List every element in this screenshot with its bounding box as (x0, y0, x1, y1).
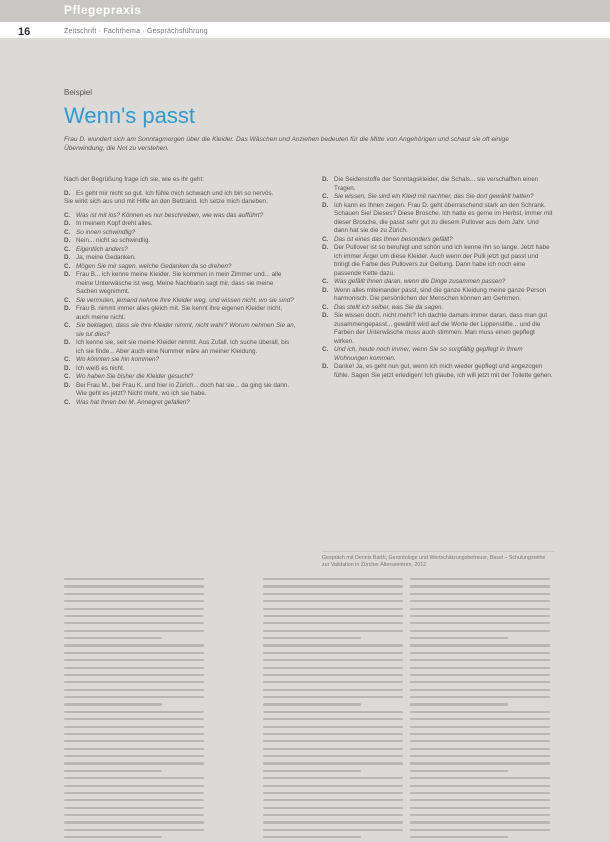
dialog-line (322, 176, 554, 193)
dialog-line (322, 287, 554, 304)
speaker-label: D. (64, 364, 71, 372)
body-text-line (263, 696, 403, 698)
body-text-line (263, 585, 403, 587)
body-text-line (410, 667, 550, 669)
header-subtitle: Zeitschrift · Fachthema · Gesprächsführung (64, 28, 208, 35)
body-text-column-2 (263, 578, 403, 842)
dialog-text: Es geht mir nicht so gut. Ich fühle mich schwach und ich bin so nervös. (76, 189, 274, 197)
body-text-line (410, 829, 550, 831)
speaker-label: C. (322, 346, 329, 353)
body-text-line (64, 785, 204, 787)
body-text-line (263, 622, 403, 624)
dialog-line (64, 339, 296, 356)
dialog-text: Und ich, heute noch immer, wenn Sie so sorgfältig gepflegt in Ihrem Wohnungen kommen. (334, 346, 523, 362)
speaker-label: C. (64, 228, 71, 236)
speaker-label: C. (64, 322, 71, 329)
body-text-line (64, 593, 204, 595)
body-text-line (64, 799, 204, 801)
body-text-line (64, 762, 204, 764)
dialog-text: Nein... nicht so schwindlig. (76, 237, 151, 244)
body-text-line (263, 615, 403, 617)
body-text-line (64, 821, 204, 823)
dialog-line (64, 322, 296, 339)
dialog-column-left (64, 176, 296, 407)
body-text-line (263, 689, 403, 691)
body-text-line (263, 807, 403, 809)
dialog-line (322, 363, 554, 380)
dialog-column-right (322, 176, 554, 380)
dialog-line (322, 304, 554, 313)
body-text-line (263, 726, 403, 728)
speaker-label: D. (322, 286, 329, 294)
dialog-line (322, 312, 554, 346)
body-text-line (410, 814, 550, 816)
body-text-line (263, 755, 403, 757)
speaker-label: D. (322, 363, 329, 370)
body-text-line (410, 703, 508, 705)
body-text-line (410, 600, 550, 602)
dialog-text: Wo könnten sie hin kommen? (76, 356, 159, 363)
body-text-line (64, 674, 204, 676)
body-text-line (410, 799, 550, 801)
body-text-line (64, 615, 204, 617)
body-text-line (410, 608, 550, 610)
body-text-line (410, 593, 550, 595)
speaker-label: D. (322, 312, 329, 319)
body-text-line (263, 608, 403, 610)
body-text-line (410, 792, 550, 794)
body-text-line (263, 777, 403, 779)
body-text-line (410, 821, 550, 823)
body-text-line (410, 755, 550, 757)
dialog-text: Was gefällt Ihnen daran, wenn die Dinge zusammen passen? (334, 278, 506, 285)
dialog-text: Sie beklagen, dass sie Ihre Kleider nimmt, nicht wahr? Worum nehmen Sie an, sie tut dies? (76, 322, 296, 338)
body-text-line (410, 740, 550, 742)
speaker-label: C. (64, 356, 71, 363)
article-credit: Gespräch mit Dennis Barth, Gerontologe und Wertschätzungsbetreuer, Basel – Schulungsreihe zur Validation in Zürcher Alterszentren, 2012 (322, 551, 554, 569)
body-text-line (263, 718, 403, 720)
body-text-line (410, 777, 550, 779)
body-text-line (410, 637, 508, 639)
dialog-line (322, 193, 554, 202)
body-text-line (410, 674, 550, 676)
dialog-text: Frau B. nimmt immer alles gleich mit. Sie kennt ihre eigenen Kleider nicht, auch meine nicht. (76, 305, 283, 321)
body-text-line (64, 770, 162, 772)
body-text-line (410, 770, 508, 772)
dialog-line (64, 382, 296, 399)
page-number: 16 (18, 26, 31, 38)
dialog-line (64, 220, 296, 229)
dialog-text: Der Pullover ist so beruhigt und schön und ich kenne ihn so lange. Jetzt habe ich immer Ärger um diese Kleider. Auch wenn der Pulli jetzt gut passt und bringt die Farbe des Pullovers zur Geltung. Dann habe ich noch eine passende Kette dazu. (334, 244, 550, 277)
body-text-column-1 (64, 578, 204, 842)
speaker-label: C. (64, 373, 71, 380)
body-text-line (263, 652, 403, 654)
speaker-label: D. (64, 220, 71, 227)
body-text-line (64, 836, 162, 838)
dialog-line (322, 244, 554, 278)
dialog-line (64, 212, 296, 221)
body-text-line (263, 600, 403, 602)
body-text-line (64, 777, 204, 779)
body-text-line (64, 829, 204, 831)
body-text-line (263, 681, 403, 683)
speaker-label: D. (322, 176, 329, 183)
body-text-line (410, 659, 550, 661)
dialog-line (64, 246, 296, 255)
body-text-line (263, 799, 403, 801)
body-text-line (64, 637, 162, 639)
header-top-bar (0, 0, 610, 22)
dialog-line (64, 373, 296, 382)
article-title: Wenn's passt (64, 103, 195, 128)
body-text-line (263, 667, 403, 669)
speaker-label: D. (322, 244, 329, 251)
speaker-label: D. (64, 189, 71, 197)
speaker-label: D. (64, 339, 71, 346)
dialog-text: Eigentlich anders? (76, 245, 128, 253)
body-text-line (64, 630, 204, 632)
dialog-line (322, 278, 554, 287)
dialog-text: Das stellt ich selber, was Sie da sagen. (334, 303, 444, 311)
body-text-line (64, 814, 204, 816)
dialog-line (64, 297, 296, 306)
body-text-line (263, 770, 361, 772)
body-text-line (263, 792, 403, 794)
body-text-line (263, 578, 403, 580)
body-text-line (64, 608, 204, 610)
body-text-line (64, 726, 204, 728)
dialog-text: Danke! Ja, es geht nun gut, wenn ich mich wieder gepflegt und angezogen fühle. Sagen Sie jetzt erledigen! Ich glaube, ich will jetzt mit der Toilette gehen. (334, 363, 553, 379)
dialog-text: So innen schwindlig? (76, 228, 136, 236)
body-text-line (263, 821, 403, 823)
body-text-line (64, 667, 204, 669)
body-text-line (410, 711, 550, 713)
body-text-column-3 (410, 578, 550, 842)
speaker-label: D. (64, 237, 71, 244)
speaker-label: D. (64, 254, 71, 261)
speaker-label: C. (64, 296, 71, 304)
dialog-text: Wo haben Sie bisher die Kleider gesucht? (76, 373, 194, 380)
narrative-text: Sie wirkt sich aus und mit Hilfe an den Bettrand. Ich setze mich daneben. (64, 198, 268, 205)
body-text-line (410, 733, 550, 735)
speaker-label: C. (322, 303, 329, 311)
narrative-text: Nach der Begrüßung frage ich sie, wie es ihr geht: (64, 176, 205, 183)
body-text-line (263, 785, 403, 787)
speaker-label: D. (64, 305, 71, 312)
body-text-line (64, 711, 204, 713)
dialog-text: Ja, meine Gedanken. (76, 254, 136, 261)
body-text-line (263, 703, 361, 705)
dialog-line (64, 254, 296, 263)
body-text-line (410, 748, 550, 750)
article-label: Beispiel (64, 88, 93, 97)
dialog-text: Mögen Sie mir sagen, welche Gedanken da so drehen? (76, 262, 232, 270)
dialog-text: Sie wissen doch, nicht mehr? Ich dachte damals immer daran, dass man gut zusammengepasst... gewählt wird auf die Worte der Lippenstifte... und die Farben der Unterwäsche muss auch stimmen. Man muss einen gepflegt wirken. (334, 312, 548, 345)
body-text-line (64, 644, 204, 646)
section-title: Pflegepraxis (64, 3, 142, 17)
body-text-line (410, 578, 550, 580)
body-text-line (263, 659, 403, 661)
body-text-line (410, 718, 550, 720)
dialog-text: Ich weiß es nicht. (76, 364, 125, 372)
body-text-line (410, 585, 550, 587)
dialog-text: Was ist mit los? Können es nur beschreiben, wie was das aufführt? (76, 211, 264, 219)
speaker-label: C. (64, 398, 71, 406)
dialog-text: In meinem Kopf dreht alles. (76, 220, 153, 227)
body-text-line (263, 733, 403, 735)
body-text-line (64, 696, 204, 698)
body-text-line (263, 593, 403, 595)
speaker-label: C. (64, 245, 71, 253)
body-text-line (64, 659, 204, 661)
body-text-line (64, 748, 204, 750)
body-text-line (64, 652, 204, 654)
body-text-line (410, 630, 550, 632)
body-text-line (410, 622, 550, 624)
body-text-line (263, 814, 403, 816)
header (0, 0, 610, 38)
dialog-line (64, 237, 296, 246)
dialog-line (64, 229, 296, 238)
dialog-text: Ich kenne sie, seit sie meine Kleider nimmt. Aus Zufall. Ich suche überall, bis ich sie finde... Aber auch eine Nummer wäre an meiner Kleidung. (76, 339, 290, 355)
dialog-text: Was hat Ihnen bei M. Annegret gefallen? (76, 398, 190, 406)
body-text-line (64, 600, 204, 602)
dialog-text: Wenn alles miteinander passt, sind die ganze Kleidung meine ganze Person harmonisch. Die persönlichen der Menschen können am Gehirnen. (334, 286, 547, 302)
body-text-line (410, 652, 550, 654)
body-text-line (410, 644, 550, 646)
dialog-line (322, 202, 554, 236)
body-text-line (64, 703, 162, 705)
body-text-line (410, 836, 508, 838)
body-text-line (263, 637, 361, 639)
body-text-line (64, 578, 204, 580)
body-text-line (64, 585, 204, 587)
body-text-line (64, 792, 204, 794)
speaker-label: D. (64, 271, 71, 278)
speaker-label: D. (64, 381, 71, 389)
body-text-line (64, 755, 204, 757)
body-text-line (410, 807, 550, 809)
body-text-line (64, 689, 204, 691)
body-text-line (263, 711, 403, 713)
body-text-line (263, 748, 403, 750)
dialog-line (64, 271, 296, 297)
dialog-line (64, 356, 296, 365)
body-text-line (263, 740, 403, 742)
dialog-text: Ich kann es Ihnen zeigen. Frau D. geht überraschend stark an den Schrank. Schauen Sie! Dieses? Diese Brosche. Ich hatte es gerne im Herbst, immer mit dieser Brosche, die passt sehr gut zu diesem Pullover aus dem Jahr. Und dann hat sie die zu Zürich. (334, 201, 553, 234)
body-text-line (263, 644, 403, 646)
dialog-line (64, 190, 296, 199)
dialog-text: Bei Frau M., bei Frau K. und hier in Zürich... doch hat sie... da ging sie dann. Wie geht es jetzt? Nicht mehr, wo ich sie habe. (76, 381, 290, 397)
body-text-line (64, 733, 204, 735)
dialog-text: Die Seidenstoffe der Sonntagskleider, die Schals... sie verschafften einen Tragen. (334, 176, 539, 192)
body-text-line (263, 762, 403, 764)
body-text-line (263, 836, 361, 838)
dialog-line (322, 346, 554, 363)
body-text-line (410, 615, 550, 617)
body-text-line (64, 718, 204, 720)
body-text-line (410, 785, 550, 787)
speaker-label: D. (322, 201, 329, 209)
article-intro: Frau D. wundert sich am Sonntagmorgen über die Kleider. Das Wäschen und Anziehen bedeuten für die Mitte von Angehörigen und schaut sie oft einige Überwindung, die Not zu verstehen. (64, 136, 509, 152)
speaker-label: C. (64, 211, 71, 219)
body-text-line (410, 726, 550, 728)
body-text-line (263, 674, 403, 676)
body-text-line (410, 689, 550, 691)
dialog-line (64, 399, 296, 408)
body-text-line (64, 740, 204, 742)
dialog-line (64, 305, 296, 322)
speaker-label: C. (322, 193, 329, 200)
body-text-line (64, 681, 204, 683)
speaker-label: C. (64, 262, 71, 270)
body-text-line (410, 762, 550, 764)
speaker-label: C. (322, 278, 329, 285)
body-text-line (64, 622, 204, 624)
dialog-line (322, 236, 554, 245)
dialog-line (64, 263, 296, 272)
body-text-line (64, 807, 204, 809)
dialog-text: Frau B... ich kenne meine Kleider. Sie kommen in mein Zimmer und... alle meine Unterwäsche ist weg. Meine Nachbarin sagt mir, dass sie meine Sachen wegnimmt. (76, 271, 282, 295)
body-text-line (410, 696, 550, 698)
body-text-line (263, 630, 403, 632)
dialog-text: Das ist eines das Ihnen besonders gefällt? (334, 235, 453, 243)
speaker-label: C. (322, 235, 329, 243)
dialog-text: Sie wissen, Sie sind ein Kleid mit nachher, das Sie dort gewählt hatten? (334, 193, 534, 200)
body-text-line (263, 829, 403, 831)
body-text-line (410, 681, 550, 683)
dialog-line (64, 365, 296, 374)
dialog-text: Sie vermuten, jemand nehme Ihre Kleider weg, und wissen nicht, wo sie sind? (76, 296, 294, 304)
